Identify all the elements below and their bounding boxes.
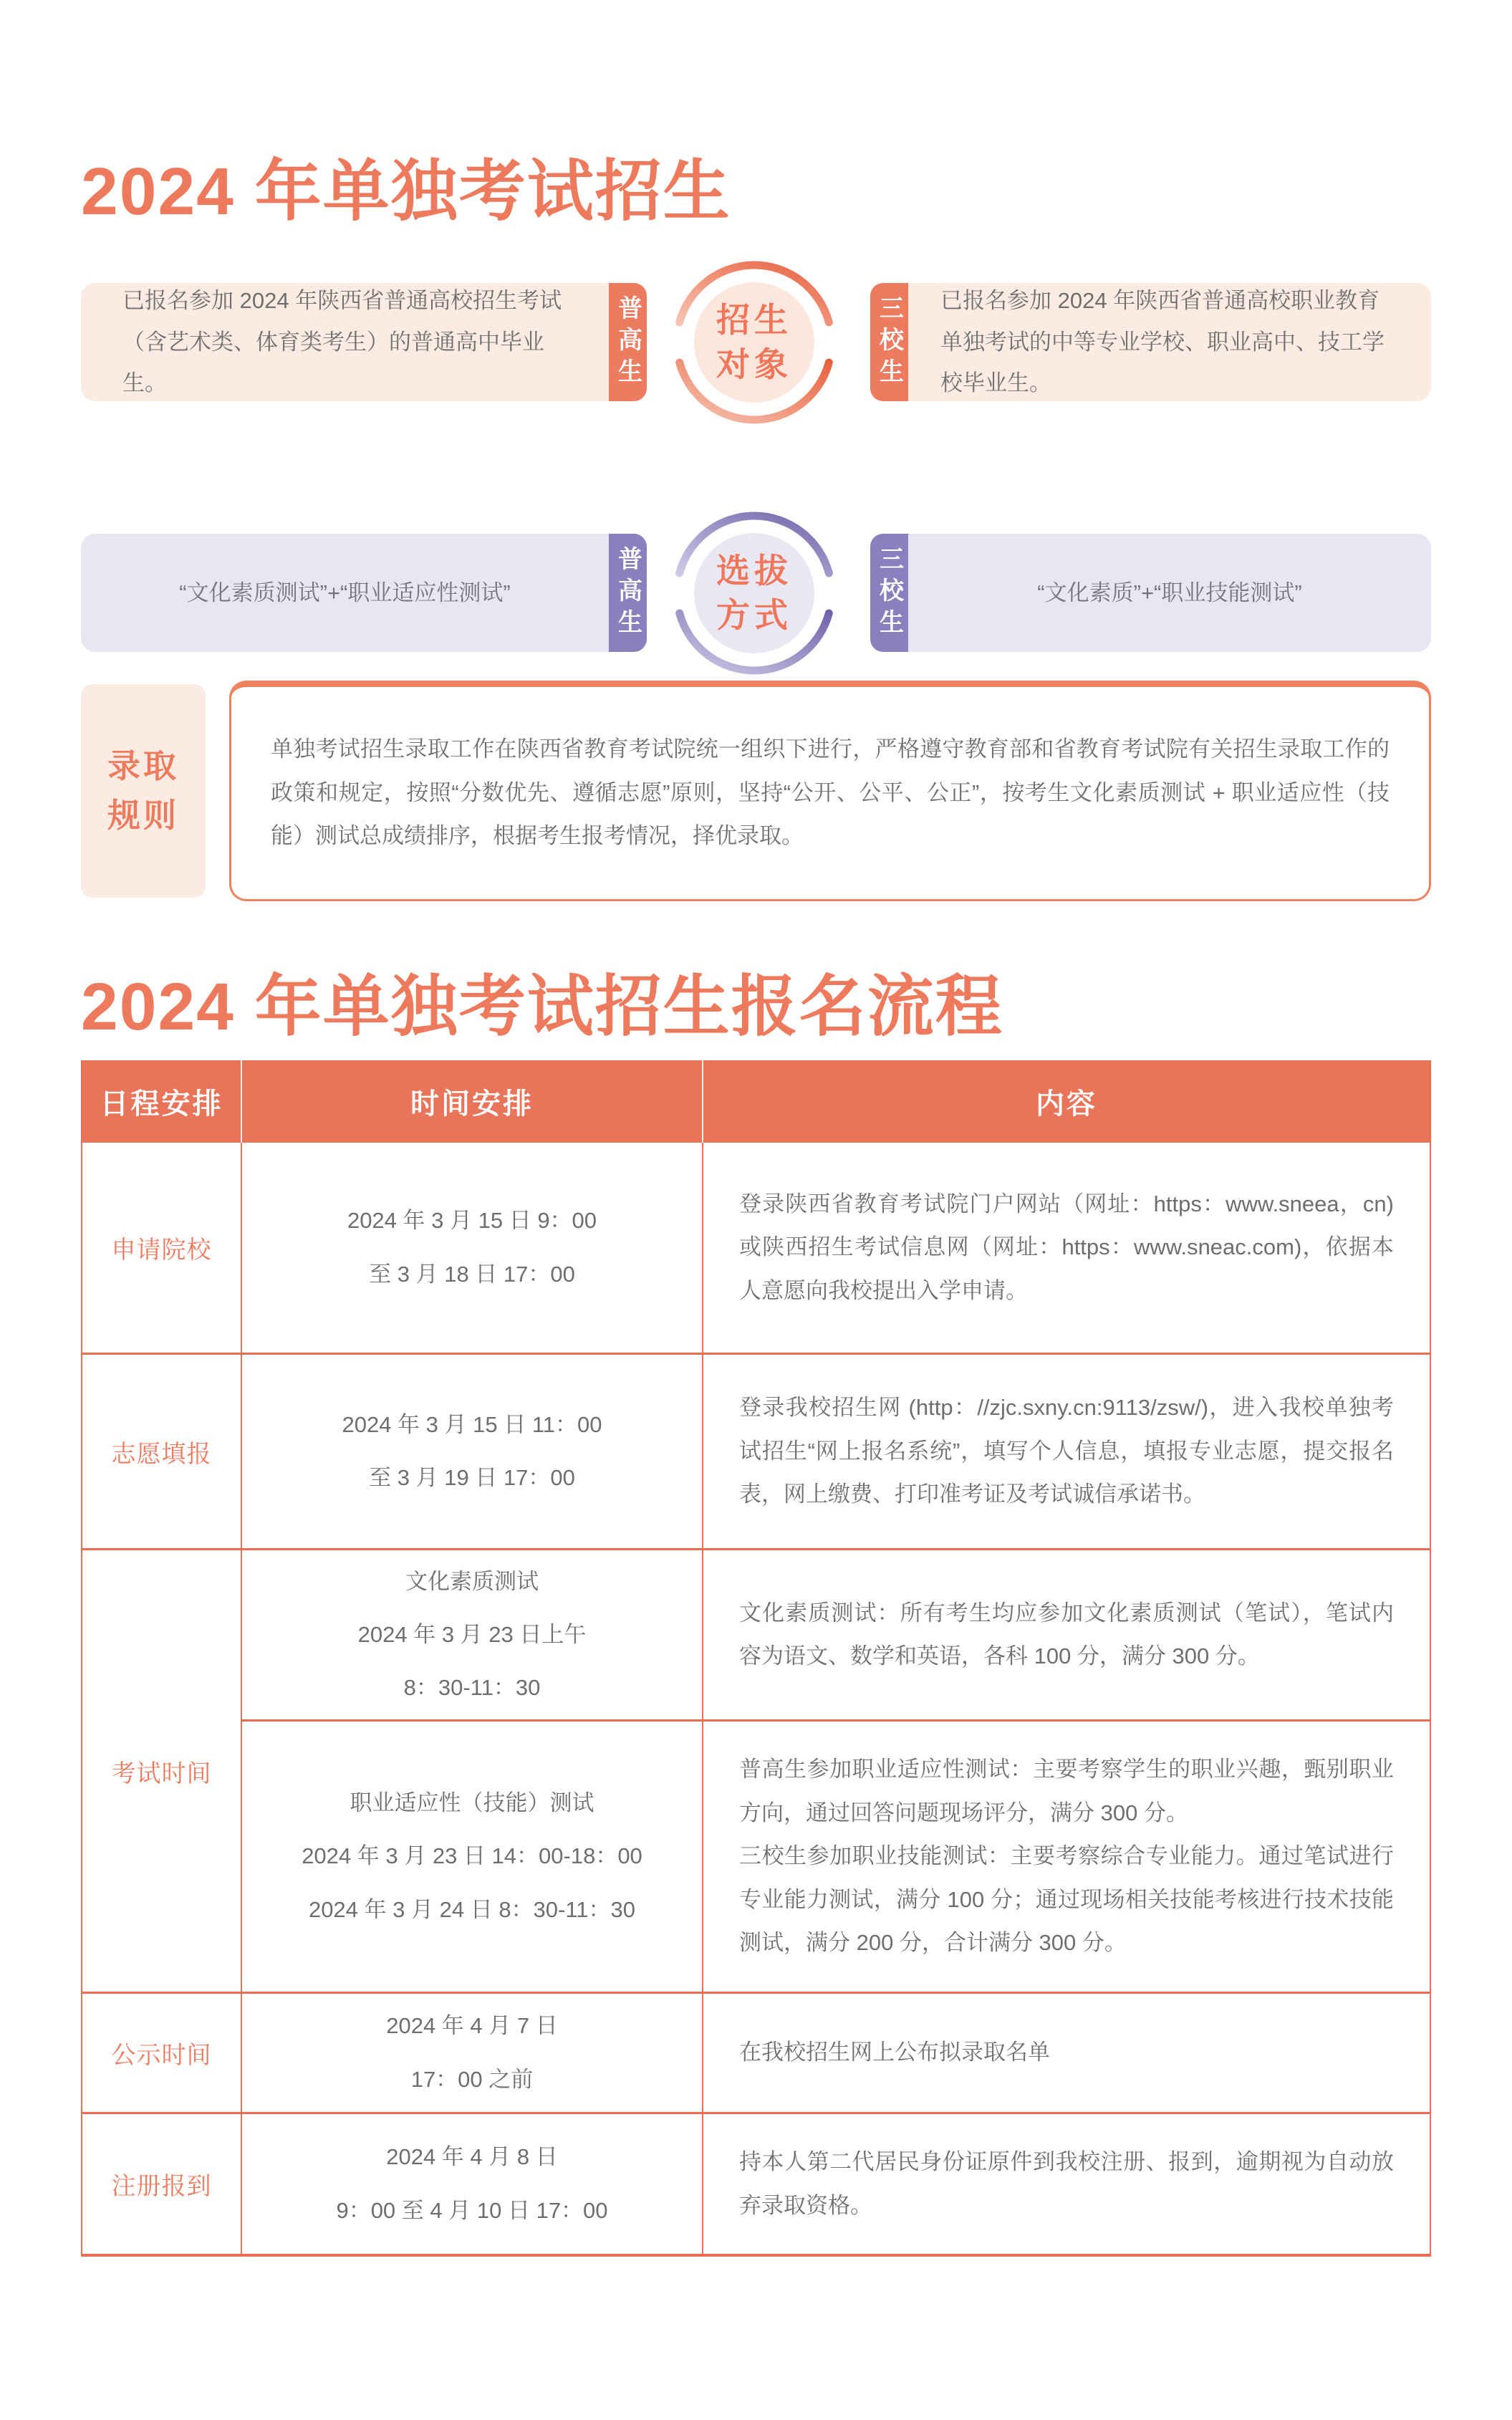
header-schedule: 日程安排 [82,1060,241,1143]
selection-method-badge [672,511,837,676]
sanxiao-method-box [870,534,1431,652]
putong-method-tab [609,534,647,652]
row-time: 2024 年 3 月 15 日 9：00 至 3 月 18 日 17：00 [241,1143,702,1353]
putong-method-box [81,534,647,652]
admission-target-badge [672,260,837,425]
row-content: 普高生参加职业适应性测试：主要考察学生的职业兴趣，甄别职业方向，通过回答问题现场评分，满分 300 分。 三校生参加职业技能测试：主要考察综合专业能力。通过笔试进行专业能力测试，满分 100 分；通过现场相关技能考核进行技术技能测试，满分 200 分，合计满分 300 分。 [702,1719,1430,1992]
putong-target-text: 已报名参加 2024 年陕西省普通高校招生考试（含艺术类、体育类考生）的普通高中毕业生。 [81,283,609,401]
rules-body-text: 单独考试招生录取工作在陕西省教育考试院统一组织下进行，严格遵守教育部和省教育考试院有关招生录取工作的政策和规定，按照“分数优先、遵循志愿”原则，坚持“公开、公平、公正”，按考生文化素质测试 + 职业适应性（技能）测试总成绩排序，根据考生报考情况，择优录取。 [229,681,1431,901]
page-title: 2024 年单独考试招生 [81,154,731,229]
row-label: 志愿填报 [82,1353,241,1548]
row-content: 持本人第二代居民身份证原件到我校注册、报到，逾期视为自动放弃录取资格。 [702,2112,1430,2254]
putong-method-tab-label: 普高生 [614,545,642,640]
sanxiao-target-text: 已报名参加 2024 年陕西省普通高校职业教育单独考试的中等专业学校、职业高中、技工学校毕业生。 [908,283,1431,401]
row-time: 2024 年 4 月 7 日 17：00 之前 [241,1992,702,2112]
row-label: 申请院校 [111,1237,212,1264]
putong-method-text: “文化素质测试”+“职业适应性测试” [81,534,609,652]
putong-tab [609,283,647,401]
admission-rules-section [81,681,1431,901]
row-label: 公示时间 [82,1992,241,2112]
row-content: 在我校招生网上公布拟录取名单 [702,1992,1430,2112]
row-content: 登录我校招生网 (http：//zjc.sxny.cn:9113/zsw/)，进入我校单独考试招生“网上报名系统”，填写个人信息，填报专业志愿，提交报名表，网上缴费、打印准考证及考试诚信承诺书。 [702,1353,1430,1548]
sanxiao-method-text: “文化素质”+“职业技能测试” [908,534,1431,652]
row-time: 文化素质测试 2024 年 3 月 23 日上午 8：30-11：30 [241,1548,702,1719]
putong-target-box [81,283,647,401]
sanxiao-method-tab-label: 三校生 [875,545,903,640]
sanxiao-method-tab [870,534,908,652]
row-content: 文化素质测试：所有考生均应参加文化素质测试（笔试），笔试内容为语文、数学和英语，各科 100 分，满分 300 分。 [702,1548,1430,1719]
row-label: 考试时间 [82,1548,241,1992]
sanxiao-target-box [870,283,1431,401]
admission-target-section [81,283,1431,401]
rules-label: 录取 规则 [81,684,206,898]
putong-tab-label: 普高生 [614,294,642,390]
row-label: 注册报到 [82,2112,241,2254]
sanxiao-tab [870,283,908,401]
schedule-table [81,1060,1431,2257]
header-content: 内容 [702,1060,1430,1143]
row-time: 2024 年 3 月 15 日 11：00 至 3 月 19 日 17：00 [241,1353,702,1548]
process-title: 2024 年单独考试招生报名流程 [81,969,1003,1044]
selection-method-badge-text: 选拔 方式 [716,551,792,634]
selection-method-section [81,534,1431,652]
sanxiao-tab-label: 三校生 [875,294,903,390]
row-time: 职业适应性（技能）测试 2024 年 3 月 23 日 14：00-18：00 2024 年 3 月 24 日 8：30-11：30 [241,1719,702,1992]
row-content: 登录陕西省教育考试院门户网站（网址：https：www.sneea，cn) 或陕西招生考试信息网（网址：https：www.sneac.com)，依据本人意愿向我校提出入学申请。 [702,1143,1430,1353]
row-time: 2024 年 4 月 8 日 9：00 至 4 月 10 日 17：00 [241,2112,702,2254]
admission-target-badge-text: 招生 对象 [716,300,792,383]
header-time: 时间安排 [241,1060,702,1143]
